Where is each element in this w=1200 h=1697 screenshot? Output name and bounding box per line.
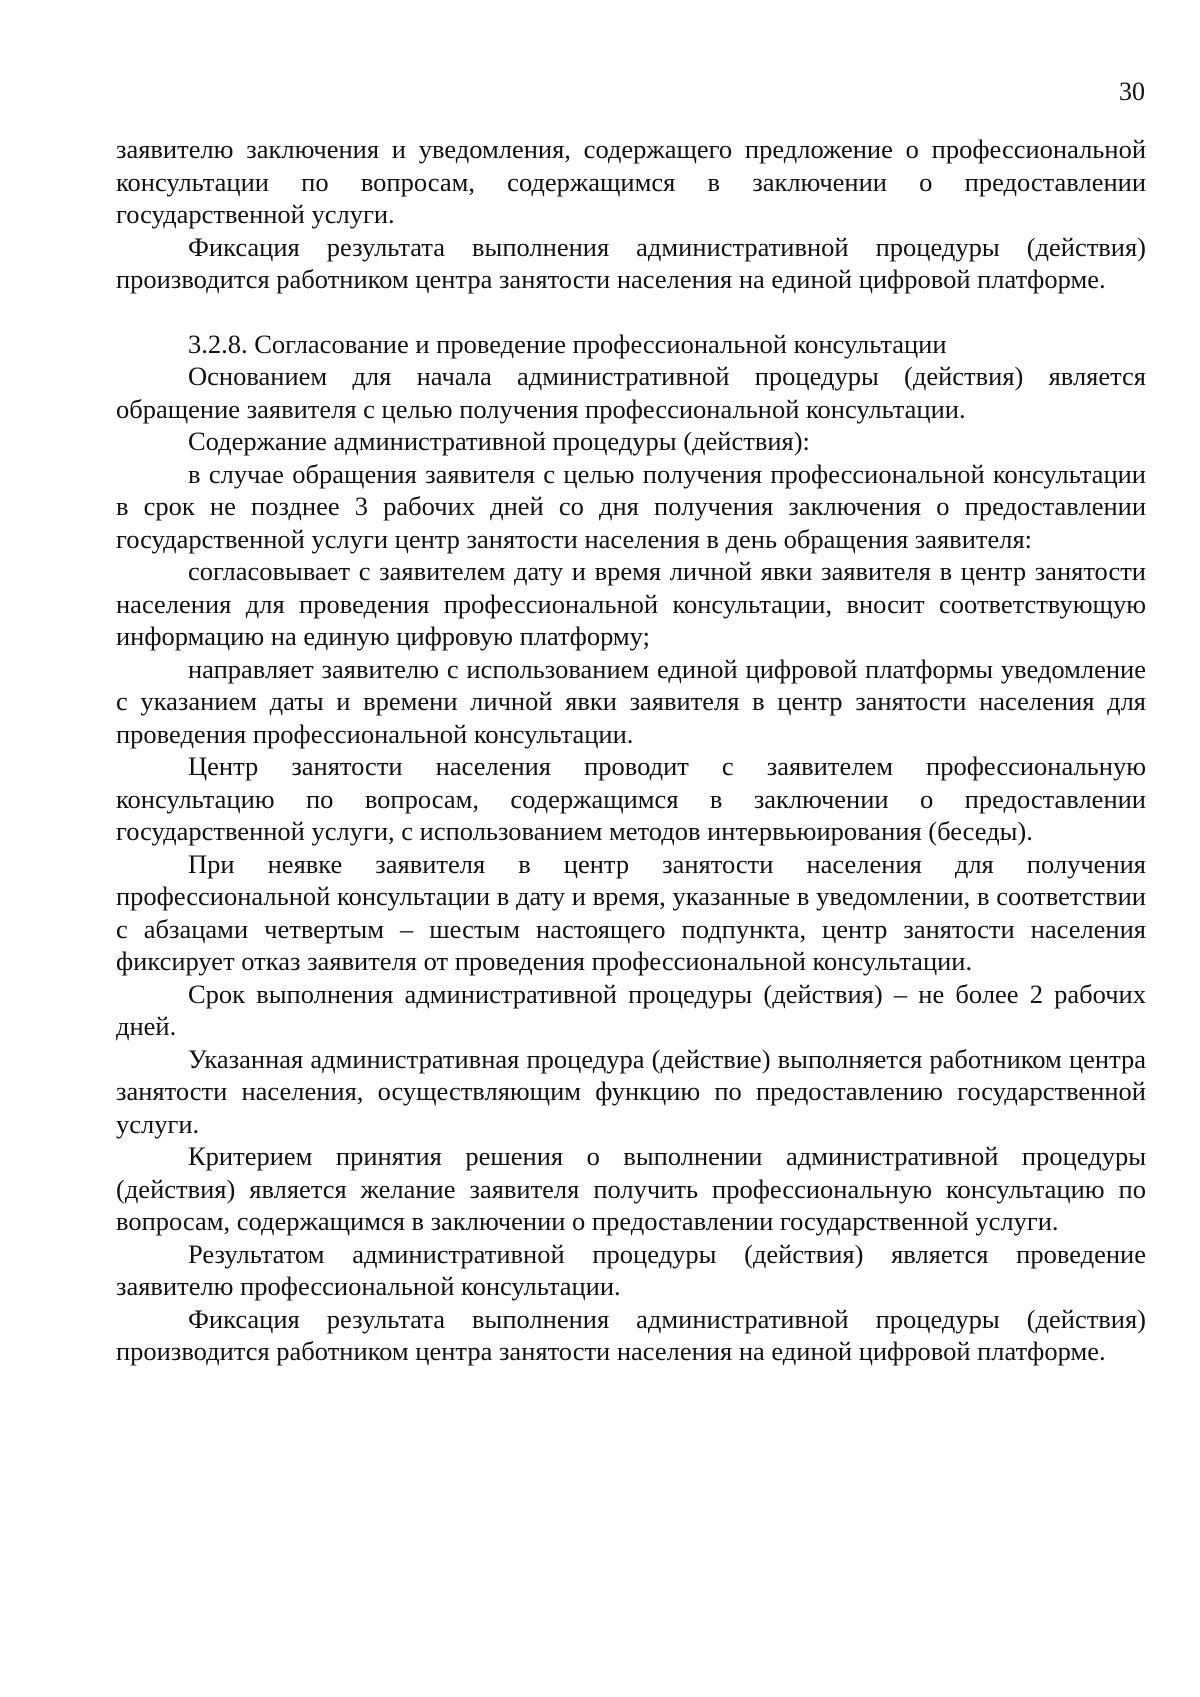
paragraph-criterion: Критерием принятия решения о выполнении административной процедуры (действия) является желание заявителя получить профессиональную консультацию по вопросам, содержащимся в заключении о предоставлении государственной услуги. [116, 1141, 1146, 1236]
section-heading: 3.2.8. Согласование и проведение профессиональной консультации [188, 328, 947, 359]
paragraph-sends-notice: направляет заявителю с использованием единой цифровой платформы уведомление с указанием даты и времени личной явки заявителя в центр занятости населения для проведения профессиональной консультации. [116, 653, 1146, 749]
document-body [116, 133, 1146, 1368]
paragraph-performer: Указанная административная процедура (действие) выполняется работником центра занятости населения, осуществляющим функцию по предоставлению государственной услуги. [116, 1043, 1146, 1139]
paragraph-continuation: заявителю заключения и уведомления, содержащего предложение о профессиональной консультации по вопросам, содержащимся в заключении о предоставлении государственной услуги. [116, 134, 1146, 229]
paragraph-fixation-final: Фиксация результата выполнения административной процедуры (действия) производится работником центра занятости населения на единой цифровой платформе. [116, 1303, 1146, 1366]
paragraph-result: Результатом административной процедуры (действия) является проведение заявителю профессиональной консультации. [116, 1238, 1146, 1301]
paragraph-deadline: Срок выполнения административной процедуры (действия) – не более 2 рабочих дней. [116, 978, 1146, 1041]
paragraph-basis: Основанием для начала административной процедуры (действия) является обращение заявителя с целью получения профессиональной консультации. [116, 361, 1146, 424]
paragraph-conducts-consultation: Центр занятости населения проводит с заявителем профессиональную консультацию по вопросам, содержащимся в заключении о предоставлении государственной услуги, с использованием методов интервьюирования (беседы). [116, 751, 1146, 846]
paragraph-content-intro: Содержание административной процедуры (действия): [188, 426, 810, 456]
paragraph-agrees-date: согласовывает с заявителем дату и время личной явки заявителя в центр занятости населения для проведения профессиональной консультации, вносит соответствующую информацию на единую цифровую платформу; [116, 556, 1146, 651]
page-number: 30 [1119, 77, 1145, 106]
paragraph-fixation-result: Фиксация результата выполнения административной процедуры (действия) производится работником центра занятости населения на единой цифровой платформе. [116, 231, 1146, 294]
paragraph-non-appearance: При неявке заявителя в центр занятости населения для получения профессиональной консультации в дату и время, указанные в уведомлении, в соответствии с абзацами четвертым – шестым настоящего подпункта, центр занятости населения фиксирует отказ заявителя от проведения профессиональной консультации. [116, 848, 1146, 976]
paragraph-case-of-request: в случае обращения заявителя с целью получения профессиональной консультации в срок не позднее 3 рабочих дней со дня получения заключения о предоставлении государственной услуги центр занятости населения в день обращения заявителя: [116, 458, 1146, 554]
